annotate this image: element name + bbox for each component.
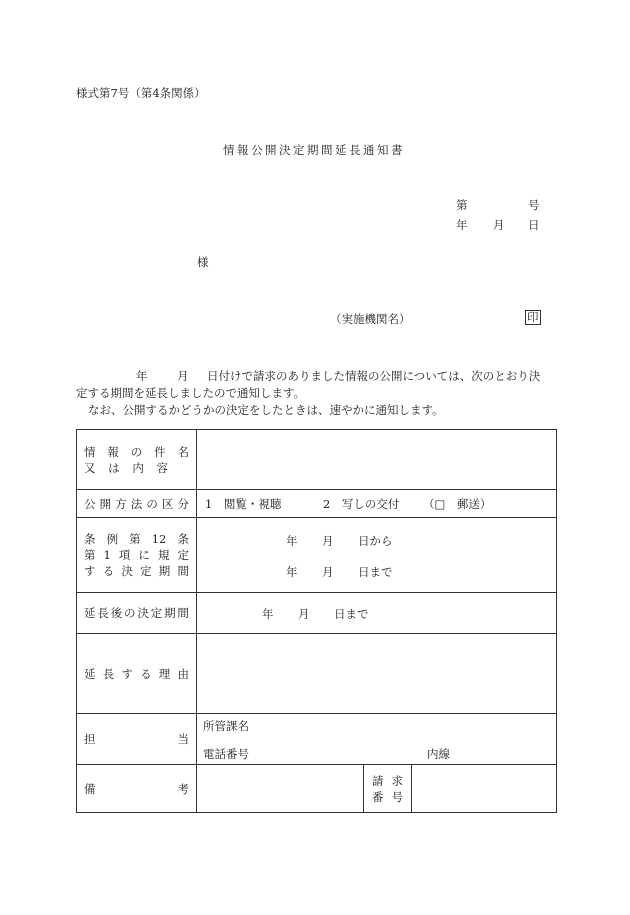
row-extended: [77, 593, 557, 634]
document-title: 情報公開決定期間延長通知書: [223, 143, 405, 157]
sender-org: （実施機関名）: [330, 312, 411, 326]
method-mail: （□ 郵送）: [423, 497, 492, 511]
reason-label: 延 長 す る 理 由: [77, 634, 197, 714]
notice-table: [76, 429, 557, 813]
intro-month: 月: [177, 369, 189, 383]
period-from-year: 年: [286, 534, 298, 548]
extended-day: 日まで: [334, 607, 369, 621]
method-label: 公 開 方 法 の 区 分: [77, 490, 197, 518]
period-to-month: 月: [322, 565, 334, 579]
extended-label: 延 長 後 の 決 定 期 間: [77, 593, 197, 634]
extended-month: 月: [298, 607, 310, 621]
seal-mark: 印: [527, 310, 539, 324]
doc-number-dai: 第: [456, 198, 468, 212]
request-number-label: 請 求 番 号: [364, 765, 412, 813]
method-value: [197, 490, 557, 518]
extended-value: [197, 593, 557, 634]
row-period: [77, 518, 557, 593]
extended-year: 年: [262, 607, 274, 621]
recipient-sama: 様: [197, 255, 209, 269]
remarks-value: [197, 765, 364, 813]
intro-paragraph: [76, 368, 556, 419]
date-day: 日: [528, 218, 540, 232]
period-to-year: 年: [286, 565, 298, 579]
row-remarks: [77, 765, 557, 813]
subject-value: [197, 430, 557, 490]
remarks-label: 備 考: [77, 765, 197, 813]
date-year: 年: [456, 218, 468, 232]
subject-label: 情 報 の 件 名 又 は 内 容: [77, 430, 197, 490]
department-name: 所管課名: [203, 719, 249, 733]
staff-label: 担 当: [77, 714, 197, 765]
staff-value: [197, 714, 557, 765]
intro-line-2: 定する期間を延長しましたので通知します。: [76, 386, 306, 400]
row-method: [77, 490, 557, 518]
row-subject: [77, 430, 557, 490]
period-label: 条 例 第 12 条 第 1 項 に 規 定 す る 決 定 期 間: [77, 518, 197, 593]
intro-line1-text: 日付けで請求のありました情報の公開については、次のとおり決: [207, 369, 541, 383]
request-number-value: [412, 765, 557, 813]
row-staff: [77, 714, 557, 765]
form-number: 様式第7号（第4条関係）: [76, 86, 206, 100]
extension: 内線: [427, 747, 450, 761]
intro-line-3: なお、公開するかどうかの決定をしたときは、速やかに通知します。: [88, 403, 444, 417]
doc-number-go: 号: [528, 198, 540, 212]
method-option-1: 1 閲覧・視聴: [205, 497, 282, 511]
intro-line-1: [76, 368, 556, 385]
reason-value: [197, 634, 557, 714]
row-reason: [77, 634, 557, 714]
period-from-month: 月: [322, 534, 334, 548]
method-option-2: 2 写しの交付: [323, 497, 400, 511]
date-month: 月: [493, 218, 505, 232]
period-to-day: 日まで: [358, 565, 393, 579]
period-from-day: 日から: [358, 534, 393, 548]
phone-number: 電話番号: [203, 747, 249, 761]
intro-year: 年: [136, 369, 148, 383]
period-value: [197, 518, 557, 593]
